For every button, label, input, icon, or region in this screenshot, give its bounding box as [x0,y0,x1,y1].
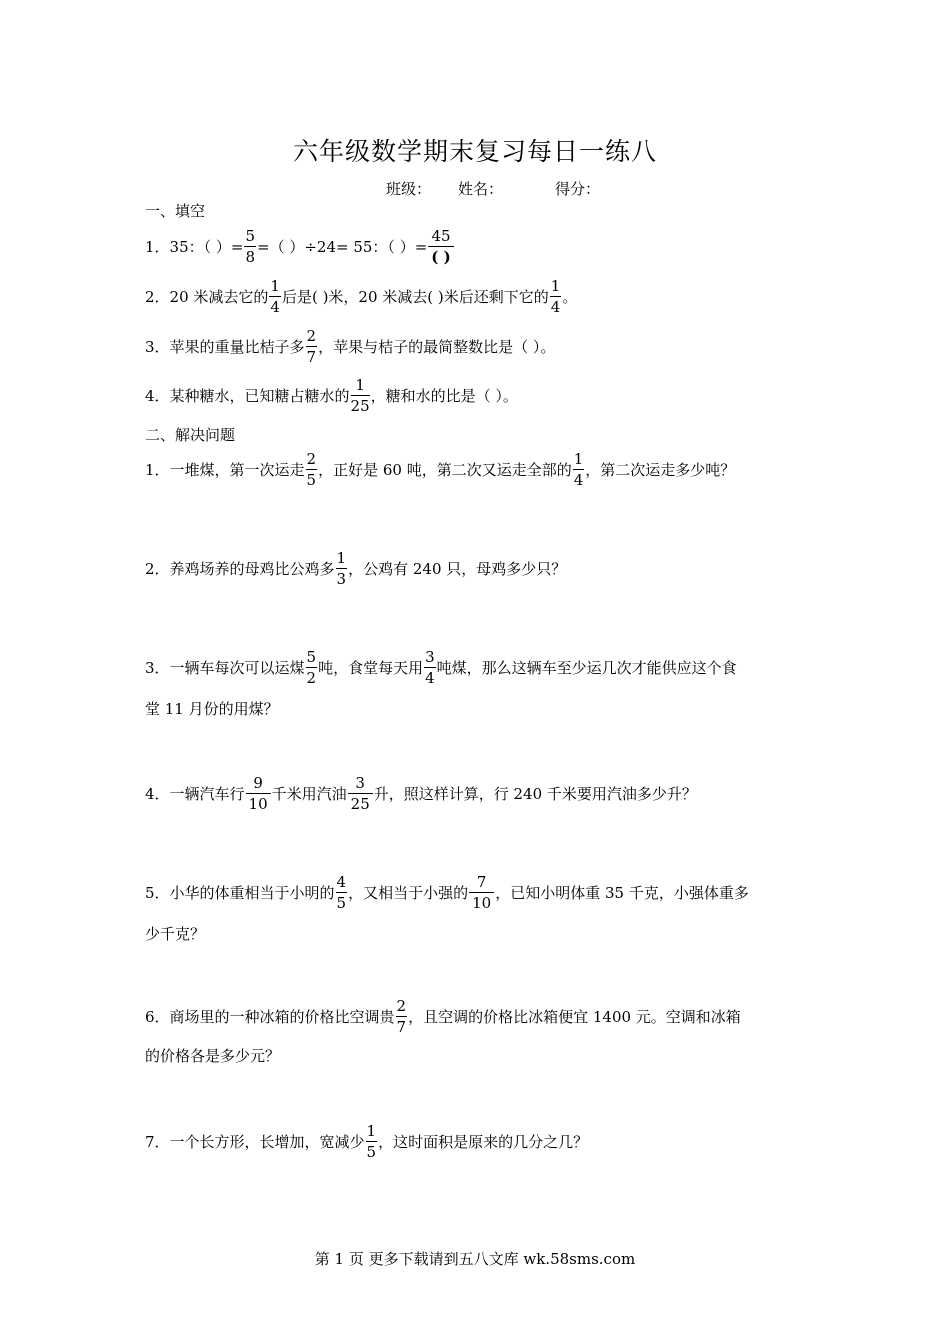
section2-heading: 二、解决问题 [145,426,236,444]
numerator: 3 [425,648,435,666]
numerator: 2 [396,997,407,1015]
denominator: 5 [306,471,317,489]
denominator: 10 [248,795,268,813]
word-problem-6-cont: 的价格各是多少元？ [145,1047,281,1065]
p6-text-a: 6．商场里的一种冰箱的价格比空调贵 [145,1007,395,1026]
denominator: 7 [396,1018,407,1036]
fraction [366,1124,378,1160]
numerator: 1 [351,378,370,396]
q1-text-a: 1．35：（ ）= [145,237,244,256]
fill-question-1 [145,229,455,265]
fraction [469,875,494,911]
numerator: 1 [336,549,347,567]
denominator: 2 [306,669,317,687]
q4-text-b: ，糖和水的比是（ ）。 [370,386,518,405]
denominator: 8 [245,248,256,266]
q4-text-a: 4．某种糖水，已知糖占糖水的 [145,386,350,405]
fraction [244,229,256,265]
fraction [269,279,281,315]
denominator: 4 [550,298,561,316]
word-problem-4 [145,776,697,812]
p4-text-a: 4．一辆汽车行 [145,784,245,803]
numerator: 4 [336,873,347,891]
fraction [396,999,408,1035]
word-problem-3 [145,650,737,686]
numerator: 2 [306,327,317,345]
numerator: 1 [366,1122,377,1140]
numerator: 45 [428,229,453,247]
numerator: 5 [245,227,256,245]
p1-text-b: ，正好是 60 吨，第二次又运走全部的 [318,460,572,479]
fraction [351,378,370,414]
denominator: ( ) [431,248,451,266]
fraction [348,776,373,812]
p3-text-a: 3．一辆车每次可以运煤 [145,658,305,677]
p1-text-c: ，第二次运走多少吨？ [585,460,736,479]
q3-text-a: 3．苹果的重量比桔子多 [145,337,305,356]
fraction [336,875,348,911]
denominator: 4 [270,298,280,316]
numerator: 2 [306,450,317,468]
p3-text-b: 吨，食堂每天用 [318,658,424,677]
page-footer: 第 1 页 更多下载请到五八文库 wk.58sms.com [314,1250,636,1268]
q3-text-b: ，苹果与桔子的最简整数比是（ ）。 [318,337,556,356]
p2-text-b: ，公鸡有 240 只，母鸡多少只？ [348,559,567,578]
numerator: 9 [246,776,271,794]
word-problem-7 [145,1124,588,1160]
p2-text-a: 2．养鸡场养的母鸡比公鸡多 [145,559,335,578]
name-label: 姓名： [458,180,504,198]
p5-text-a: 5．小华的体重相当于小明的 [145,883,335,902]
q2-text-a: 2．20 米减去它的 [145,287,269,306]
word-problem-1 [145,452,735,488]
p4-text-b: 千米用汽油 [271,784,347,803]
denominator: 5 [336,894,347,912]
p1-text-a: 1．一堆煤，第一次运走 [145,460,305,479]
p4-text-c: 升，照这样计算，行 240 千米要用汽油多少升？ [373,784,697,803]
p5-text-b: ，又相当于小强的 [348,883,469,902]
score-label: 得分： [555,180,601,198]
denominator: 3 [336,570,347,588]
p5-text-c: ，已知小明体重 35 千克，小强体重多 [495,883,749,902]
fraction [424,650,436,686]
p7-text-b: ，这时面积是原来的几分之几？ [378,1132,589,1151]
fraction [573,452,585,488]
denominator: 10 [472,894,492,912]
fraction [306,452,318,488]
q2-text-c: 。 [562,287,578,306]
numerator: 5 [306,648,317,666]
numerator: 1 [270,277,280,295]
numerator: 3 [348,776,373,794]
p3-text-c: 吨煤，那么这辆车至少运几次才能供应这个食 [436,658,737,677]
fraction [428,229,453,265]
denominator: 25 [350,795,370,813]
fraction [306,650,318,686]
fraction [550,279,562,315]
section1-heading: 一、填空 [145,202,206,220]
numerator: 1 [550,277,561,295]
word-problem-3-cont: 堂 11 月份的用煤？ [145,700,279,718]
numerator: 1 [573,450,584,468]
fill-question-3 [145,329,555,365]
word-problem-6 [145,999,741,1035]
denominator: 7 [306,348,317,366]
q2-text-b: 后是( )米，20 米减去( )米后还剩下它的 [281,287,549,306]
numerator: 7 [469,875,494,893]
p6-text-b: ，且空调的价格比冰箱便宜 1400 元。空调和冰箱 [408,1007,741,1026]
denominator: 25 [350,397,370,415]
word-problem-5 [145,875,749,911]
fill-question-2 [145,279,577,315]
denominator: 5 [366,1143,377,1161]
denominator: 4 [425,669,435,687]
q1-text-b: =（ ）÷24= 55：（ ）= [257,237,428,256]
denominator: 4 [573,471,584,489]
p7-text-a: 7．一个长方形，长增加，宽减少 [145,1132,365,1151]
fill-question-4 [145,378,518,414]
word-problem-5-cont: 少千克？ [145,925,206,943]
word-problem-2 [145,551,566,587]
fraction [246,776,271,812]
class-label: 班级： [386,180,432,198]
fraction [336,551,348,587]
page-title: 六年级数学期末复习每日一练八 [292,137,657,166]
fraction [306,329,318,365]
